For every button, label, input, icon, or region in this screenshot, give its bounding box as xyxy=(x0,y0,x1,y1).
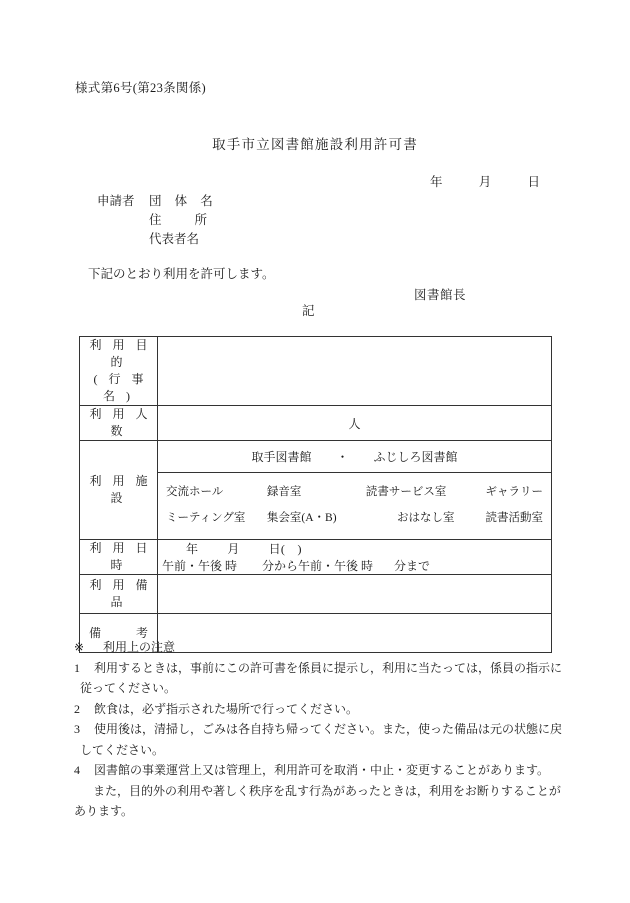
usage-note-continuation: 従ってください。 xyxy=(80,681,177,695)
ki-mark: 記 xyxy=(302,304,315,318)
issue-date-month: 月 xyxy=(478,175,492,189)
usage-note-number: 2 xyxy=(74,701,80,716)
applicant-group-name-row xyxy=(97,192,218,211)
applicant-spacer xyxy=(97,211,149,230)
row-label-datetime xyxy=(80,540,158,575)
usage-note-line: 利用するときは，事前にこの許可書を係員に提示し，利用に当たっては，係員の指示に xyxy=(94,660,563,675)
applicant-address-label-inner xyxy=(149,211,207,230)
page-title: 取手市立図書館施設利用許可書 xyxy=(212,137,418,152)
permission-statement: 下記のとおり利用を許可します。 xyxy=(88,267,275,281)
facility-library-choices xyxy=(158,441,551,473)
row-value-equipment[interactable] xyxy=(158,575,552,614)
row-label-purpose-sub: ( 行 事 名 ) xyxy=(93,372,148,403)
usage-notes xyxy=(74,637,574,822)
usage-notes-heading xyxy=(74,637,574,658)
facility-room-storytelling[interactable]: おはなし室 xyxy=(396,512,455,524)
row-label-purpose-main: 利 用 目 的 xyxy=(89,338,152,369)
row-value-attendance[interactable]: 人 xyxy=(158,406,552,441)
row-label-remarks-main: 備 考 xyxy=(89,625,148,640)
usage-note-line: 図書館の事業運営上又は管理上，利用許可を取消・中止・変更することがあります。 xyxy=(94,763,550,777)
usage-note-number: 4 xyxy=(74,763,80,777)
applicant-address-row xyxy=(97,211,215,230)
usage-note-number: 3 xyxy=(74,722,80,736)
applicant-representative-row xyxy=(97,230,215,249)
datetime-day[interactable]: 日( ) xyxy=(268,542,302,556)
facility-room-meeting[interactable]: ミーティング室 xyxy=(166,512,246,524)
facility-room-recording[interactable]: 録音室 xyxy=(266,486,302,498)
row-label-attendance xyxy=(80,406,158,441)
usage-note-text xyxy=(80,719,574,760)
usage-note-item xyxy=(74,699,574,720)
facility-room-gallery[interactable]: ギャラリー xyxy=(485,486,543,498)
issue-date-year: 年 xyxy=(430,175,443,189)
row-value-purpose[interactable] xyxy=(158,337,552,406)
form-code: 様式第6号(第23条関係) xyxy=(75,81,206,95)
usage-note-item xyxy=(74,760,574,822)
row-label-facility-main: 利 用 施 設 xyxy=(89,474,152,505)
datetime-month[interactable]: 月 xyxy=(227,542,240,556)
applicant-label: 申請者 xyxy=(97,194,135,208)
facility-room-choices xyxy=(158,473,551,539)
facility-room-row-1 xyxy=(166,479,543,505)
usage-note-text xyxy=(94,699,574,720)
usage-note-continuation: してください。 xyxy=(80,742,165,757)
facility-room-row-2 xyxy=(166,505,543,531)
usage-note-item xyxy=(74,719,574,760)
facility-library-fujishiro[interactable]: ふじしろ図書館 xyxy=(373,450,458,464)
usage-note-item xyxy=(74,658,574,699)
facility-room-reading-service[interactable]: 読書サービス室 xyxy=(365,486,447,498)
row-label-equipment-main: 利 用 備 品 xyxy=(89,578,152,609)
datetime-hour-end[interactable]: 時 xyxy=(361,559,374,573)
applicant-group-name-label: 団 体 名 xyxy=(149,194,218,208)
table-row-facility xyxy=(80,441,552,540)
reference-mark-icon: ※ xyxy=(74,640,85,654)
usage-note-line: 使用後は，清掃し，ごみは各自持ち帰ってください。また，使った備品は元の状態に戻 xyxy=(94,722,563,736)
facility-room-reading-activity[interactable]: 読書活動室 xyxy=(485,512,543,524)
usage-note-line: 飲食は，必ず指示された場所で行ってください。 xyxy=(94,701,359,716)
row-value-facility xyxy=(158,441,552,540)
usage-note-text xyxy=(74,760,574,822)
row-value-datetime xyxy=(158,540,552,575)
applicant-address-label-part2: 所 xyxy=(194,213,207,227)
table-row-purpose xyxy=(80,337,552,406)
datetime-ampm-start[interactable]: 午前・午後 xyxy=(162,559,223,573)
row-label-purpose xyxy=(80,337,158,406)
director-title: 図書館長 xyxy=(414,288,467,302)
datetime-hour-start[interactable]: 時 xyxy=(225,559,238,573)
permit-details-table xyxy=(79,336,552,653)
usage-note-number: 1 xyxy=(74,660,80,675)
table-row-attendance xyxy=(80,406,552,441)
usage-note-text xyxy=(80,658,574,699)
row-label-datetime-main: 利 用 日 時 xyxy=(89,541,152,572)
issue-date-line xyxy=(430,172,540,190)
datetime-minute-start[interactable]: 分から午前・午後 xyxy=(262,559,359,573)
row-label-attendance-main: 利 用 人 数 xyxy=(89,407,152,438)
facility-library-separator: ・ xyxy=(336,450,349,464)
row-label-equipment xyxy=(80,575,158,614)
table-row-equipment xyxy=(80,575,552,614)
facility-room-assembly[interactable]: 集会室(A・B) xyxy=(266,512,337,524)
applicant-representative-label: 代表者名 xyxy=(149,232,200,246)
usage-note-continuation-2: あります。 xyxy=(74,804,134,818)
issue-date-day: 日 xyxy=(527,175,540,189)
datetime-time-line xyxy=(158,557,551,574)
datetime-year[interactable]: 年 xyxy=(186,542,199,556)
usage-notes-heading-text: 利用上の注意 xyxy=(103,640,176,654)
applicant-address-label-part1: 住 xyxy=(149,213,162,227)
applicant-address-label xyxy=(149,211,215,230)
datetime-date-line xyxy=(158,540,551,557)
applicant-block xyxy=(97,192,218,249)
applicant-spacer-2 xyxy=(97,230,149,249)
row-label-facility xyxy=(80,441,158,540)
facility-room-hall[interactable]: 交流ホール xyxy=(166,486,224,498)
usage-note-continuation: また，目的外の利用や著しく秩序を乱す行為があったときは，利用をお断りすることが xyxy=(93,783,561,798)
facility-library-toride[interactable]: 取手図書館 xyxy=(251,450,312,464)
table-row-datetime xyxy=(80,540,552,575)
datetime-minute-end[interactable]: 分まで xyxy=(394,559,431,573)
